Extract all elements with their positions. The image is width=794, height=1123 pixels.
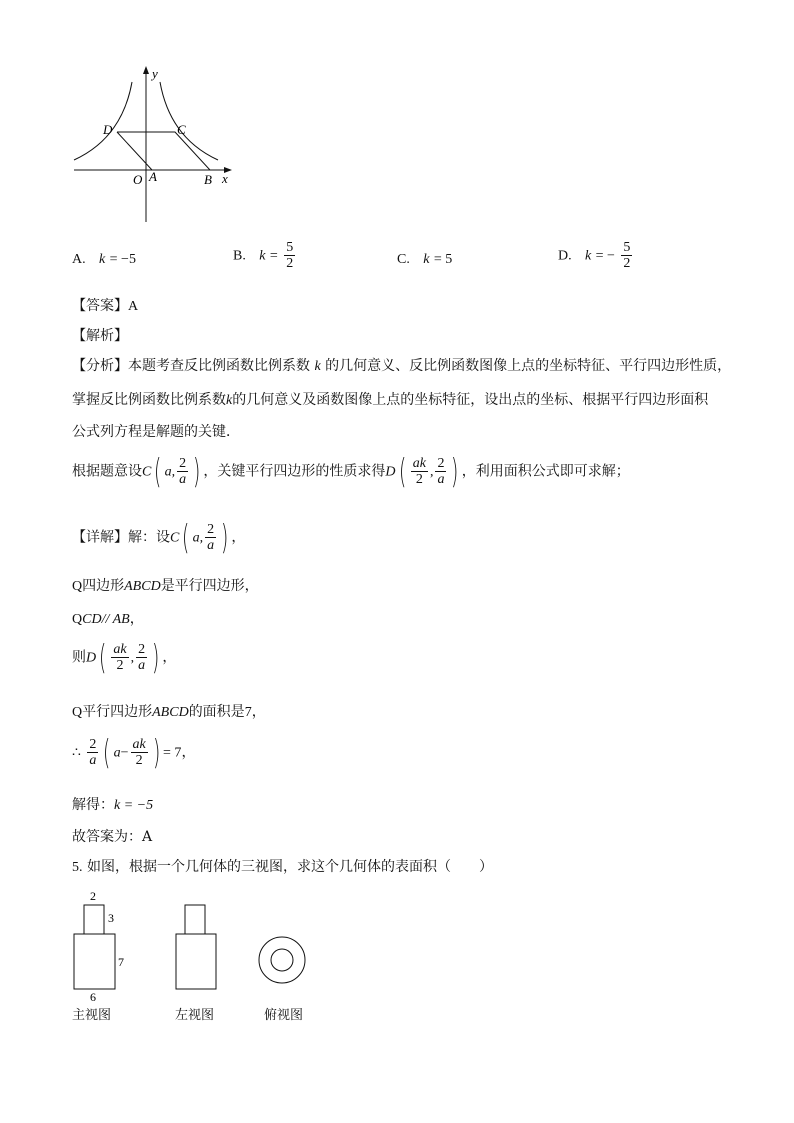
y-axis-arrow <box>143 66 149 74</box>
step-5: ∴ $\frac{2}{a}$ ( a− $\frac{ak}{2}$ ) = 7， <box>72 732 196 773</box>
step-7: 故答案为：A <box>72 829 153 845</box>
fenxi-line-1: 【分析】本题考查反比例函数比例系数 k 的几何意义、反比例函数图像上点的坐标特征、平行四边形性质， <box>72 358 732 374</box>
label-a: A <box>149 169 157 184</box>
parallelogram-abcd <box>117 132 210 170</box>
hyperbola-left-branch <box>74 82 132 160</box>
front-view-small-rect <box>84 905 104 934</box>
step-4: Q平行四边形ABCD的面积是7， <box>72 704 266 720</box>
label-x: x <box>222 171 228 186</box>
detail-line: 【详解】解：设C( a, $\frac{2}{a}$ ) ， <box>72 517 246 558</box>
left-view-small-rect <box>185 905 205 934</box>
question-5: 5. 如图，根据一个几何体的三视图，求这个几何体的表面积（ ） <box>72 859 493 875</box>
dim-small-3: 3 <box>108 911 114 925</box>
caption-left-view: 左视图 <box>175 1008 215 1023</box>
option-d: D. k = − $\frac{5}{2}$ <box>558 240 631 271</box>
three-views-figure <box>66 884 326 1024</box>
label-d: D <box>103 122 113 137</box>
answer-line: 【答案】A <box>72 298 139 314</box>
step-3: 则D( $\frac{ak}{2}$ , $\frac{2}{a}$ ) ， <box>72 637 177 678</box>
function-graph <box>66 62 246 227</box>
caption-top-view: 俯视图 <box>264 1008 304 1023</box>
dim-top-2: 2 <box>90 889 96 903</box>
step-2: QCD// AB， <box>72 611 144 627</box>
setup-line: 根据题意设C( a, $\frac{2}{a}$ ) ，关键平行四边形的性质求得D( $\frac{ak}{2}$ , $\frac{2}{a}$ ) ，利用面积公式即可求解； <box>72 451 630 492</box>
dim-big-7: 7 <box>118 955 124 969</box>
left-view-large-rect <box>176 934 216 989</box>
top-view-outer-circle <box>259 937 305 983</box>
analysis-tag: 【解析】 <box>72 328 128 344</box>
label-o: O <box>133 172 143 187</box>
step-1: Q四边形ABCD是平行四边形， <box>72 578 259 594</box>
option-b: B. k = $\frac{5}{2}$ <box>233 240 294 271</box>
top-view-inner-circle <box>271 949 293 971</box>
dim-bottom-6: 6 <box>90 990 96 1004</box>
hyperbola-right-branch <box>160 82 218 160</box>
fenxi-line-2: 掌握反比例函数比例系数k的几何意义及函数图像上点的坐标特征，设出点的坐标、根据平行四边形面积 <box>72 392 709 408</box>
label-b: B <box>204 172 212 187</box>
answer-tag: 【答案】 <box>72 298 128 314</box>
option-c: C. k = 5 <box>397 252 453 267</box>
fenxi-line-3: 公式列方程是解题的关键． <box>72 424 240 440</box>
label-c: C <box>177 122 186 137</box>
label-y: y <box>152 66 158 81</box>
caption-front-view: 主视图 <box>72 1008 112 1023</box>
front-view-large-rect <box>74 934 115 989</box>
step-6: 解得：k = −5 <box>72 797 154 813</box>
option-a: A. k = −5 <box>72 252 136 267</box>
